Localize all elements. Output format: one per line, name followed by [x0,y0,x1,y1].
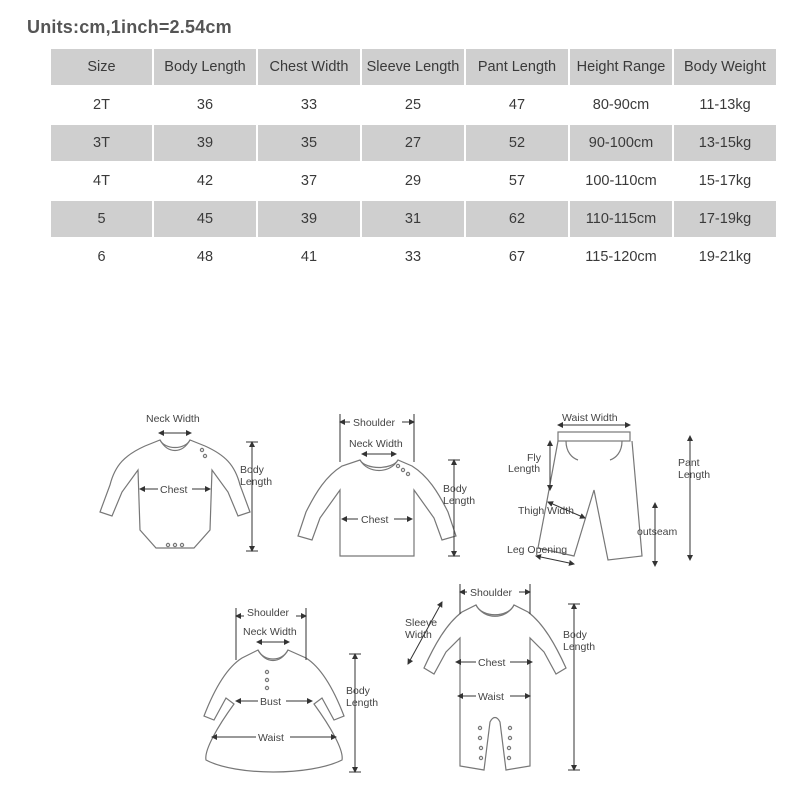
pants-waistband [558,432,630,441]
dress-body-length-label: Length [346,697,379,709]
pants-waist-width-label: Waist Width [562,412,618,424]
romper-chest-label: Chest [478,657,506,669]
romper-body-length-label: Length [563,641,596,653]
romper-outline [424,605,566,770]
units-note: Units:cm,1inch=2.54cm [27,17,232,37]
bodysuit-chest-label: Chest [160,484,188,496]
header-cell-chest-width: Chest Width [258,49,360,85]
table-cell: 47 [508,97,526,113]
dress-waist-label: Waist [258,732,284,744]
table-cell: 80-90cm [592,97,650,113]
header-cell-pant-length: Pant Length [466,49,568,85]
dress-shoulder-label: Shoulder [247,607,290,619]
table-cell: 33 [300,97,318,113]
header-cell-sleeve-length: Sleeve Length [362,49,464,85]
romper-shoulder-label: Shoulder [470,587,513,599]
dress-bust-label: Bust [260,696,282,708]
table-cell: 39 [258,201,360,237]
pants-outline [538,441,642,560]
bodysuit-diagram [100,413,272,551]
table-cell: 3T [51,125,152,161]
pants-leg-opening-label: Leg Opening [507,544,568,556]
top-body-length-label: Body [443,483,467,495]
top-diagram [298,414,475,556]
romper-waist-label: Waist [478,691,504,703]
table-cell: 11-13kg [699,97,751,113]
pants-pant-length-label: Length [678,469,711,481]
pants-diagram [507,412,710,566]
table-cell: 67 [508,249,526,265]
bodysuit-body-length-label: Length [240,476,273,488]
table-cell: 37 [300,173,318,189]
table-cell: 5 [51,201,152,237]
header-cell-body-weight: Body Weight [674,49,776,85]
dress-outline [204,650,344,772]
dress-diagram [204,606,378,772]
table-cell: 52 [466,125,568,161]
table-cell: 48 [196,249,214,265]
table-cell: 2T [93,97,110,113]
table-cell: 27 [362,125,464,161]
table-cell: 39 [154,125,256,161]
bodysuit-body-length-label: Body [240,464,264,476]
table-cell: 4T [93,173,110,189]
header-cell-body-length: Body Length [154,49,256,85]
table-cell: 57 [508,173,526,189]
pants-fly-length-label: Fly [527,452,541,464]
table-cell: 15-17kg [698,173,752,189]
table-cell: 100-110cm [585,173,657,189]
pants-outseam-label: outseam [637,526,678,538]
dress-body-length-label: Body [346,685,370,697]
table-cell: 6 [97,249,106,265]
top-body-length-label: Length [443,495,476,507]
table-cell: 33 [404,249,422,265]
table-cell: 42 [196,173,214,189]
table-cell: 41 [300,249,318,265]
pants-pant-length-label: Pant [678,457,700,469]
romper-body-length-label: Body [563,629,587,641]
romper-diagram [405,584,595,770]
top-neck-width-label: Neck Width [349,438,403,450]
table-cell: 35 [258,125,360,161]
pants-fly-length-label: Length [508,463,541,475]
top-outline [298,460,456,556]
romper-sleeve-width-label: Sleeve [405,617,438,629]
dress-neck-width-label: Neck Width [243,626,297,638]
table-cell: 25 [404,97,422,113]
pants-thigh-width-label: Thigh Width [518,505,575,517]
table-cell: 115-120cm [585,249,657,265]
header-cell-size: Size [51,49,152,85]
table-cell: 36 [196,97,214,113]
header-cell-height-range: Height Range [570,49,672,85]
bodysuit-neck-width-label: Neck Width [146,413,200,425]
table-cell: 13-15kg [674,125,776,161]
table-cell: 19-21kg [698,249,752,265]
top-shoulder-label: Shoulder [353,417,396,429]
table-cell: 31 [362,201,464,237]
table-cell: 110-115cm [570,201,672,237]
table-cell: 45 [154,201,256,237]
bodysuit-collar [160,440,190,451]
table-cell: 62 [466,201,568,237]
table-cell: 29 [404,173,422,189]
romper-sleeve-width-label: Width [405,629,432,641]
top-chest-label: Chest [361,514,389,526]
table-cell: 17-19kg [674,201,776,237]
table-cell: 90-100cm [570,125,672,161]
